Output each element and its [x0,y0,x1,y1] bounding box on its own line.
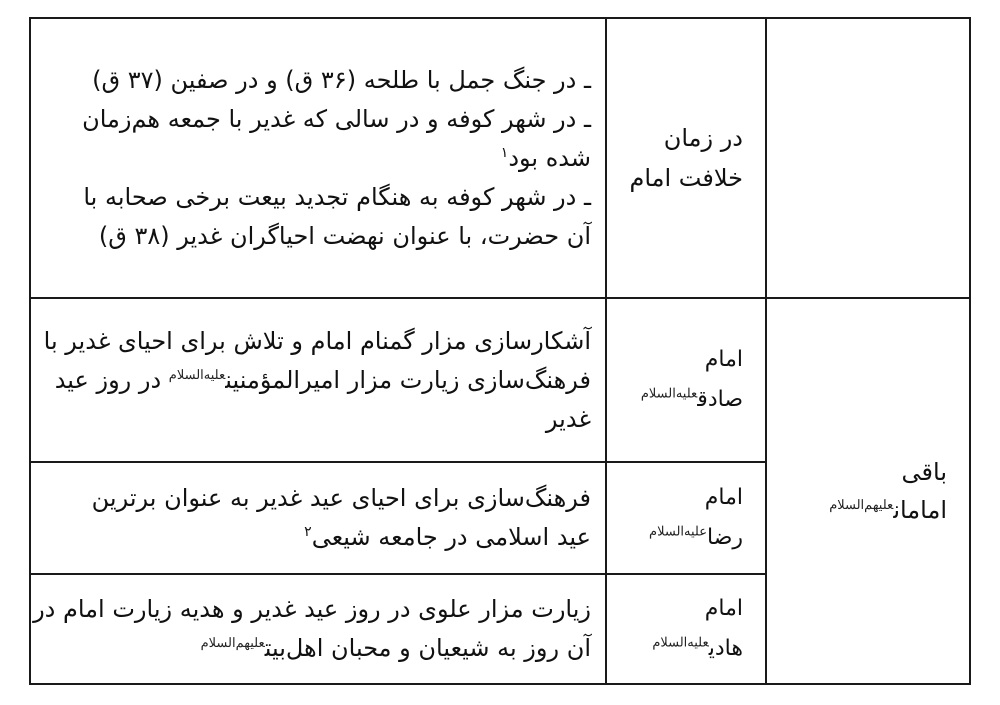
honorific-plural: علیهم‌السلام [200,636,265,651]
table-row [30,298,970,462]
desc-cell-sadiq [30,298,606,462]
events-cell [30,18,606,298]
imam-name-sadiq: صادق [697,387,743,412]
honorific-singular: علیه‌السلام [649,524,707,540]
footnote-marker: ۱ [500,144,509,161]
event-line-5: آن حضرت، با عنوان نهضت احیاگران غدیر (۳۸ ق) [98,221,591,250]
desc-line-2: آن روز به شیعیان و محبان اهل‌بیت [264,634,591,662]
imam-title: امام [704,596,743,621]
desc-line-1: فرهنگ‌سازی برای احیای عید غدیر به عنوان برترین [91,484,591,512]
period-label-line2: خلافت امام [629,164,743,192]
desc-line-3: غدیر [545,404,591,433]
desc-cell-hadi [30,574,606,684]
footnote-marker: ۲ [304,524,312,540]
honorific-singular: علیه‌السلام [652,635,709,651]
group-cell-empty [766,18,970,298]
desc-line-1: آشکارسازی مزار گمنام امام و تلاش برای احیای غدیر با [43,326,591,355]
event-line-2: ـ در شهر کوفه و در سالی که غدیر با جمعه هم‌زمان [82,104,591,133]
event-line-3: شده بود [508,143,591,172]
honorific-singular: علیه‌السلام [640,386,698,402]
imam-cell-reza [606,462,766,574]
period-cell [606,18,766,298]
imam-name-hadi: هادی [708,636,743,661]
group-label-line1: باقی [901,458,947,486]
desc-line-2: عید اسلامی در جامعه شیعی [311,523,591,551]
desc-line-2b: در روز عید [54,365,162,394]
desc-cell-reza [30,462,606,574]
desc-line-2a: فرهنگ‌سازی زیارت مزار امیرالمؤمنین [225,365,591,394]
event-line-4: ـ در شهر کوفه به هنگام تجدید بیعت برخی صحابه با [83,182,591,211]
imam-name-reza: رضا [706,525,743,550]
event-line-1: ـ در جنگ جمل با طلحه (۳۶ ق) و در صفین (۳۷ ق) [92,65,591,94]
imam-title: امام [704,347,743,372]
imam-cell-sadiq [606,298,766,462]
group-cell-remaining-imams [766,298,970,684]
table-row [30,18,970,298]
honorific-plural: علیهم‌السلام [829,498,894,513]
imam-cell-hadi [606,574,766,684]
honorific-singular: علیه‌السلام [168,367,226,383]
imam-title: امام [704,485,743,510]
period-label-line1: در زمان [663,124,743,152]
desc-line-1: زیارت مزار علوی در روز عید غدیر و هدیه زیارت امام در [33,595,591,623]
group-label-line2: امامان [893,496,947,524]
ghadir-table [29,17,971,685]
